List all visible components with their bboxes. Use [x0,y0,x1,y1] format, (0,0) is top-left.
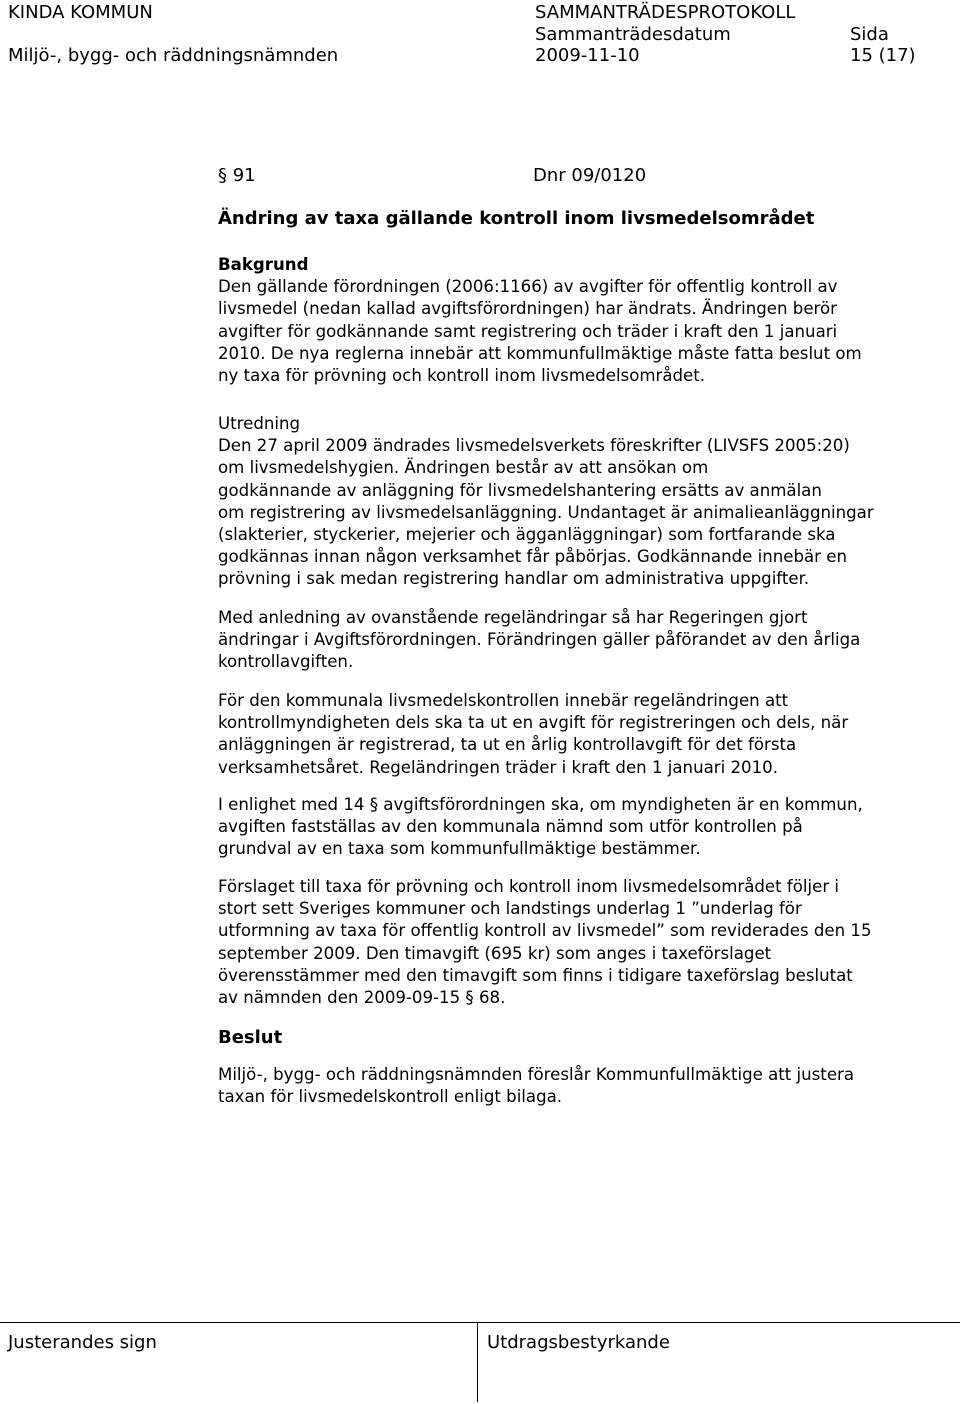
beslut-line: taxan för livsmedelskontroll enligt bilaga. [218,1087,563,1107]
utredning-section [218,413,953,591]
bakgrund-heading: Bakgrund [218,255,309,274]
paragraph-line: anläggningen är registrerad, ta ut en årlig kontrollavgift för det första [218,735,797,755]
paragraph-line: utformning av taxa för offentlig kontroll av livsmedel” som reviderades den 15 [218,921,872,941]
paragraph-line: I enlighet med 14 § avgiftsförordningen ska, om myndigheten är en kommun, [218,795,863,814]
paragraph-line: september 2009. Den timavgift (695 kr) som anges i taxeförslaget [218,943,772,963]
paragraph-line: verksamhetsåret. Regeländringen träder i kraft den 1 januari 2010. [218,757,778,777]
page-label: Sida [850,24,889,45]
paragraph-line: För den kommunala livsmedelskontrollen innebär regeländringen att [218,691,789,710]
utredning-line: (slakterier, styckerier, mejerier och ägganläggningar) som fortfarande ska [218,525,836,545]
utredning-line: om registrering av livsmedelsanläggning. Undantaget är animalieanläggningar [218,502,874,522]
date-label: Sammanträdesdatum [535,24,731,45]
paragraph-line: kontrollmyndigheten dels ska ta ut en avgift för registreringen och dels, när [218,713,849,733]
footer-divider [0,1322,960,1323]
utredning-line: om livsmedelshygien. Ändringen består av att ansökan om [218,458,709,478]
paragraph-line: av nämnden den 2009-09-15 § 68. [218,988,506,1008]
utredning-line: godkännas innan någon verksamhet får påbörjas. Godkännande innebär en [218,547,847,567]
bakgrund-line: Den gällande förordningen (2006:1166) av avgifter för offentlig kontroll av [218,277,838,297]
paragraph-line: överensstämmer med den timavgift som finns i tidigare taxeförslag beslutat [218,965,853,985]
document-type: SAMMANTRÄDESPROTOKOLL [535,2,796,23]
utredning-paragraph-4 [218,794,953,861]
extract-certification-label: Utdragsbestyrkande [487,1332,670,1353]
paragraph-line: grundval av en taxa som kommunfullmäktige bestämmer. [218,839,701,859]
utredning-paragraph-3 [218,690,953,779]
signature-footer [0,1322,960,1402]
section-number: § 91 [218,165,256,186]
bakgrund-section [218,254,953,387]
page-number: 15 (17) [850,45,916,66]
org-name: KINDA KOMMUN [8,2,153,23]
paragraph-line: Förslaget till taxa för prövning och kontroll inom livsmedelsområdet följer i [218,877,840,896]
paragraph-line: avgiften fastställas av den kommunala nämnd som utför kontrollen på [218,817,803,837]
paragraph-line: Med anledning av ovanstående regeländringar så har Regeringen gjort [218,608,808,627]
bakgrund-line: avgifter för godkännande samt registrering och träder i kraft den 1 januari [218,321,838,341]
meeting-date: 2009-11-10 [535,45,640,66]
utredning-line: godkännande av anläggning för livsmedelshantering ersätts av anmälan [218,480,822,500]
bakgrund-line: livsmedel (nedan kallad avgiftsförordningen) har ändrats. Ändringen berör [218,299,837,319]
utredning-paragraph-2 [218,607,953,674]
case-number: Dnr 09/0120 [533,165,647,186]
utredning-paragraph-5 [218,876,953,1009]
footer-column-divider [477,1322,478,1402]
paragraph-line: ändringar i Avgiftsförordningen. Förändringen gäller påförandet av den årliga [218,630,861,650]
beslut-heading: Beslut [218,1027,283,1048]
utredning-heading: Utredning [218,414,301,433]
utredning-line: Den 27 april 2009 ändrades livsmedelsverkets föreskrifter (LIVSFS 2005:20) [218,436,850,456]
beslut-line: Miljö-, bygg- och räddningsnämnden föreslår Kommunfullmäktige att justera [218,1065,855,1084]
utredning-line: prövning i sak medan registrering handlar om administrativa uppgifter. [218,569,810,589]
bakgrund-line: 2010. De nya reglerna innebär att kommunfullmäktige måste fatta beslut om [218,343,862,363]
beslut-section [218,1064,953,1108]
paragraph-line: stort sett Sveriges kommuner och landstings underlag 1 ”underlag för [218,899,802,919]
bakgrund-line: ny taxa för prövning och kontroll inom livsmedelsområdet. [218,366,706,386]
adjusters-signature-label: Justerandes sign [8,1332,157,1353]
item-title: Ändring av taxa gällande kontroll inom livsmedelsområdet [218,208,815,229]
paragraph-line: kontrollavgiften. [218,652,354,672]
committee-name: Miljö-, bygg- och räddningsnämnden [8,45,339,66]
